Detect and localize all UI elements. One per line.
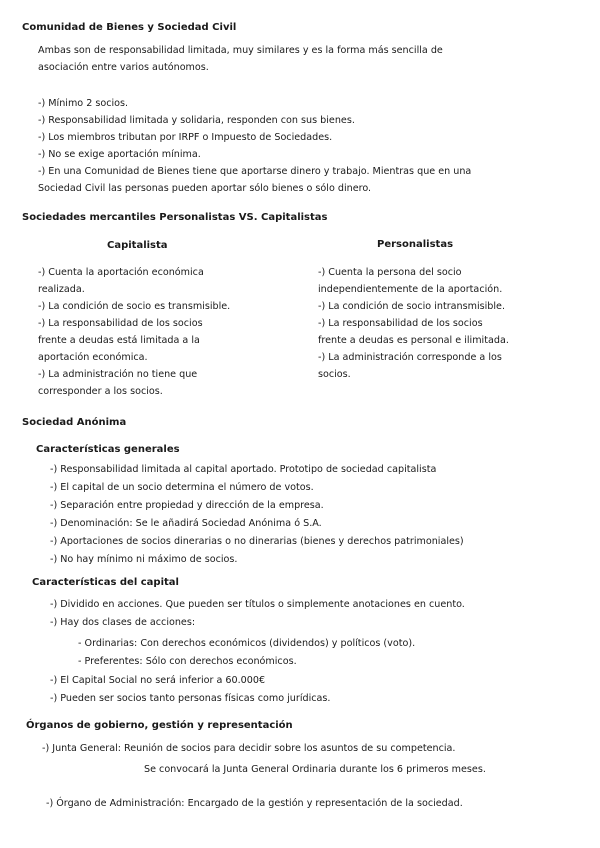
- generales-line: -) Responsabilidad limitada al capital aportado. Prototipo de sociedad capitalista: [50, 464, 437, 475]
- capital-line: -) Dividido en acciones. Que pueden ser títulos o simplemente anotaciones en cuento.: [50, 599, 465, 610]
- personalista-line: -) La administración corresponde a los: [318, 352, 502, 363]
- organos-line: -) Junta General: Reunión de socios para decidir sobre los asuntos de su competencia.: [42, 743, 456, 754]
- personalista-line: -) La responsabilidad de los socios: [318, 318, 483, 329]
- capitalista-line: -) La responsabilidad de los socios: [38, 318, 203, 329]
- capitalista-line: -) La condición de socio es transmisible.: [38, 301, 231, 312]
- capital-line: -) Hay dos clases de acciones:: [50, 617, 196, 628]
- bullet-line: -) Mínimo 2 socios.: [38, 98, 129, 109]
- capital-line: -) El Capital Social no será inferior a 60.000€: [50, 675, 266, 686]
- bullet-line: Sociedad Civil las personas pueden aportar sólo bienes o sólo dinero.: [38, 183, 372, 194]
- section-title-sociedad-anonima: Sociedad Anónima: [22, 417, 127, 428]
- bullet-line: -) Responsabilidad limitada y solidaria, responden con sus bienes.: [38, 115, 355, 126]
- subsection-title-generales: Características generales: [36, 444, 180, 455]
- generales-line: -) El capital de un socio determina el número de votos.: [50, 482, 314, 493]
- capital-line: -) Pueden ser socios tanto personas físicas como jurídicas.: [50, 693, 331, 704]
- bullet-line: -) Los miembros tributan por IRPF o Impuesto de Sociedades.: [38, 132, 333, 143]
- intro-line: Ambas son de responsabilidad limitada, muy similares y es la forma más sencilla de: [38, 45, 443, 56]
- organos-line: -) Órgano de Administración: Encargado de la gestión y representación de la sociedad.: [46, 798, 463, 809]
- organos-line: Se convocará la Junta General Ordinaria durante los 6 primeros meses.: [144, 764, 486, 775]
- generales-line: -) Aportaciones de socios dinerarias o no dinerarias (bienes y derechos patrimoniales): [50, 536, 464, 547]
- capital-sub-line: - Preferentes: Sólo con derechos económicos.: [78, 656, 297, 667]
- section-title-comunidad: Comunidad de Bienes y Sociedad Civil: [22, 22, 237, 33]
- personalista-column: [318, 264, 578, 383]
- generales-line: -) Denominación: Se le añadirá Sociedad Anónima ó S.A.: [50, 518, 322, 529]
- personalista-line: -) Cuenta la persona del socio: [318, 267, 462, 278]
- intro-line: asociación entre varios autónomos.: [38, 62, 209, 73]
- personalista-line: independientemente de la aportación.: [318, 284, 503, 295]
- capital-sub-line: - Ordinarias: Con derechos económicos (dividendos) y políticos (voto).: [78, 638, 416, 649]
- capitalista-line: aportación económica.: [38, 352, 148, 363]
- capitalista-line: -) Cuenta la aportación económica: [38, 267, 204, 278]
- section-title-mercantiles: Sociedades mercantiles Personalistas VS. Capitalistas: [22, 212, 328, 223]
- capitalista-line: frente a deudas está limitada a la: [38, 335, 200, 346]
- generales-line: -) Separación entre propiedad y dirección de la empresa.: [50, 500, 324, 511]
- column-heading-capitalista: Capitalista: [107, 240, 168, 251]
- personalista-line: -) La condición de socio intransmisible.: [318, 301, 506, 312]
- generales-line: -) No hay mínimo ni máximo de socios.: [50, 554, 238, 565]
- capitalista-column: [38, 264, 288, 400]
- capitalista-line: realizada.: [38, 284, 85, 295]
- bullet-line: -) En una Comunidad de Bienes tiene que aportarse dinero y trabajo. Mientras que en una: [38, 166, 472, 177]
- subsection-title-capital: Características del capital: [32, 577, 179, 588]
- subsection-title-organos: Órganos de gobierno, gestión y representación: [26, 720, 293, 731]
- personalista-line: frente a deudas es personal e ilimitada.: [318, 335, 509, 346]
- personalista-line: socios.: [318, 369, 351, 380]
- capitalista-line: -) La administración no tiene que: [38, 369, 198, 380]
- capitalista-line: corresponder a los socios.: [38, 386, 163, 397]
- column-heading-personalista: Personalistas: [377, 239, 454, 250]
- bullet-line: -) No se exige aportación mínima.: [38, 149, 201, 160]
